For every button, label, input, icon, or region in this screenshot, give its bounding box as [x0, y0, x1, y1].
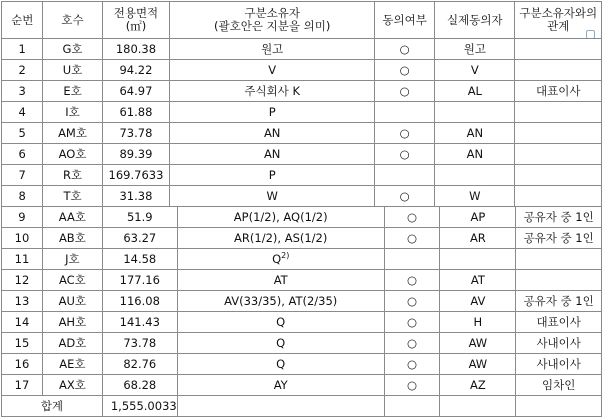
table-row	[2, 60, 602, 81]
header-relation	[515, 2, 602, 39]
table-row	[2, 333, 602, 354]
cell-seq: 17	[2, 375, 43, 396]
cell-seq: 12	[2, 270, 43, 291]
cell-owner	[170, 144, 375, 165]
cell-area: 73.78	[102, 333, 177, 354]
cell-seq: 16	[2, 354, 43, 375]
cell-actual	[435, 102, 515, 123]
cell-area: 141.43	[102, 312, 177, 333]
owner-text: Q	[276, 356, 286, 371]
table-row	[2, 123, 602, 144]
cell-area: 169.7633	[102, 165, 170, 186]
cell-seq: 4	[2, 102, 43, 123]
cell-unit: I호	[43, 102, 102, 123]
cell-seq: 3	[2, 81, 43, 102]
cell-owner	[170, 60, 375, 81]
cell-consent	[384, 249, 440, 270]
cell-relation	[516, 249, 602, 270]
owner-text: Q	[276, 314, 286, 329]
header-row	[2, 2, 602, 39]
cell-actual: AW	[440, 333, 516, 354]
table-row	[2, 228, 602, 249]
cell-actual: H	[440, 312, 516, 333]
cell-actual: AN	[435, 144, 515, 165]
cell-area: 82.76	[102, 354, 177, 375]
header-area	[102, 2, 170, 39]
cell-consent: ○	[375, 123, 435, 144]
cell-actual: 원고	[435, 39, 515, 60]
cell-area: 68.28	[102, 375, 177, 396]
cell-consent: ○	[375, 144, 435, 165]
table-row	[2, 291, 602, 312]
header-unit: 호수	[43, 2, 102, 39]
owner-text: 주식회사 K	[244, 83, 300, 98]
cell-unit: AU호	[42, 291, 102, 312]
cell-seq: 8	[2, 186, 43, 207]
cell-unit: AA호	[42, 207, 102, 228]
cell-owner	[170, 102, 375, 123]
table-row	[2, 249, 602, 270]
cell-consent: ○	[375, 60, 435, 81]
cell-relation	[515, 144, 602, 165]
cell-actual: AT	[440, 270, 516, 291]
cell-consent: ○	[384, 270, 440, 291]
owner-text: W	[266, 188, 278, 203]
cell-area: 89.39	[102, 144, 170, 165]
cell-actual: W	[435, 186, 515, 207]
header-owner-note: (괄호안은 지분을 의미)	[214, 19, 331, 33]
cell-area: 73.78	[102, 123, 170, 144]
cell-consent: ○	[384, 291, 440, 312]
cell-relation: 사내이사	[516, 354, 602, 375]
cell-consent: ○	[384, 312, 440, 333]
cell-unit: AE호	[42, 354, 102, 375]
cell-owner	[177, 333, 384, 354]
owner-text: P	[268, 167, 276, 182]
cell-area: 94.22	[102, 60, 170, 81]
cell-actual: AW	[440, 354, 516, 375]
cell-owner	[170, 186, 375, 207]
cell-consent	[375, 165, 435, 186]
total-row	[2, 396, 602, 417]
cell-seq: 14	[2, 312, 43, 333]
owner-text: P	[268, 104, 276, 119]
cell-unit: T호	[43, 186, 102, 207]
owner-text: 원고	[261, 41, 284, 56]
cell-consent: ○	[375, 81, 435, 102]
cell-seq: 6	[2, 144, 43, 165]
owner-text: AP(1/2), AQ(1/2)	[233, 209, 328, 224]
cell-consent: ○	[384, 354, 440, 375]
total-label: 합계	[2, 396, 103, 417]
cell-actual	[440, 249, 516, 270]
cell-owner	[177, 207, 384, 228]
table-row	[2, 144, 602, 165]
cell-owner	[177, 354, 384, 375]
cell-seq: 1	[2, 39, 43, 60]
cell-relation: 공유자 중 1인	[516, 207, 602, 228]
cell-owner	[170, 81, 375, 102]
table-row	[2, 312, 602, 333]
table-row	[2, 354, 602, 375]
cell-owner	[170, 39, 375, 60]
cell-area: 116.08	[102, 291, 177, 312]
total-empty-cell	[177, 396, 384, 417]
total-empty-cell	[516, 396, 602, 417]
table-row	[2, 207, 602, 228]
cell-actual: AN	[435, 123, 515, 144]
cell-unit: AH호	[42, 312, 102, 333]
cell-area: 61.88	[102, 102, 170, 123]
cell-consent: ○	[384, 333, 440, 354]
owner-text: AR(1/2), AS(1/2)	[234, 230, 328, 245]
header-area-unit: (㎡)	[125, 19, 147, 33]
total-empty-cell	[440, 396, 516, 417]
header-area-label: 전용면적	[113, 6, 159, 20]
cell-relation	[515, 60, 602, 81]
cell-area: 14.58	[102, 249, 177, 270]
cell-seq: 9	[2, 207, 43, 228]
cell-relation: 공유자 중 1인	[516, 228, 602, 249]
header-owner-label: 구분소유자	[244, 6, 300, 20]
cell-seq: 7	[2, 165, 43, 186]
cell-relation: 대표이사	[515, 81, 602, 102]
cell-relation: 사내이사	[516, 333, 602, 354]
corner-icon	[586, 30, 595, 39]
cell-seq: 2	[2, 60, 43, 81]
total-empty-cell	[384, 396, 440, 417]
table-row	[2, 186, 602, 207]
header-relation-label-2: 관계	[547, 19, 570, 33]
cell-area: 180.38	[102, 39, 170, 60]
cell-relation: 대표이사	[516, 312, 602, 333]
cell-owner	[177, 249, 384, 270]
cell-owner	[177, 228, 384, 249]
cell-owner	[177, 291, 384, 312]
cell-relation: 임차인	[516, 375, 602, 396]
table-row	[2, 270, 602, 291]
cell-unit: AB호	[42, 228, 102, 249]
table-row	[2, 102, 602, 123]
cell-owner	[177, 270, 384, 291]
header-consent: 동의여부	[375, 2, 435, 39]
cell-unit: AD호	[42, 333, 102, 354]
cell-consent: ○	[384, 375, 440, 396]
cell-actual: AL	[435, 81, 515, 102]
owner-text: AT	[273, 272, 288, 287]
cell-actual: AP	[440, 207, 516, 228]
cell-unit: AC호	[42, 270, 102, 291]
cell-unit: E호	[43, 81, 102, 102]
owner-text: Q	[272, 251, 282, 266]
table-row	[2, 165, 602, 186]
cell-relation: 공유자 중 1인	[516, 291, 602, 312]
header-actual: 실제동의자	[435, 2, 515, 39]
owner-text: AV(33/35), AT(2/35)	[224, 293, 338, 308]
cell-relation	[515, 123, 602, 144]
owner-text: AY	[273, 377, 288, 392]
cell-actual: AR	[440, 228, 516, 249]
cell-consent: ○	[384, 228, 440, 249]
total-area: 1,555.0033	[102, 396, 177, 417]
cell-owner	[170, 123, 375, 144]
cell-actual: V	[435, 60, 515, 81]
cell-area: 177.16	[102, 270, 177, 291]
cell-unit: AM호	[43, 123, 102, 144]
owner-text: AN	[263, 125, 281, 140]
cell-seq: 5	[2, 123, 43, 144]
ownership-table-top	[1, 1, 602, 207]
cell-consent: ○	[375, 186, 435, 207]
cell-unit: J호	[42, 249, 102, 270]
cell-seq: 11	[2, 249, 43, 270]
owner-text: Q	[276, 335, 286, 350]
header-owner	[170, 2, 375, 39]
cell-consent	[375, 102, 435, 123]
cell-unit: AO호	[43, 144, 102, 165]
header-relation-label: 구분소유자와의	[519, 6, 598, 20]
cell-unit: R호	[43, 165, 102, 186]
cell-seq: 15	[2, 333, 43, 354]
cell-relation	[515, 39, 602, 60]
cell-actual	[435, 165, 515, 186]
cell-unit: G호	[43, 39, 102, 60]
cell-relation	[516, 270, 602, 291]
cell-seq: 10	[2, 228, 43, 249]
cell-consent: ○	[375, 39, 435, 60]
cell-relation	[515, 102, 602, 123]
table-row	[2, 81, 602, 102]
cell-seq: 13	[2, 291, 43, 312]
cell-area: 64.97	[102, 81, 170, 102]
cell-consent: ○	[384, 207, 440, 228]
cell-actual: AZ	[440, 375, 516, 396]
ownership-table-bottom	[1, 206, 602, 417]
cell-area: 51.9	[102, 207, 177, 228]
cell-owner	[177, 375, 384, 396]
cell-area: 63.27	[102, 228, 177, 249]
cell-owner	[170, 165, 375, 186]
cell-unit: U호	[43, 60, 102, 81]
cell-relation	[515, 186, 602, 207]
cell-unit: AX호	[42, 375, 102, 396]
cell-relation	[515, 165, 602, 186]
cell-area: 31.38	[102, 186, 170, 207]
cell-owner	[177, 312, 384, 333]
table-row	[2, 39, 602, 60]
header-seq: 순번	[2, 2, 43, 39]
cell-actual: AV	[440, 291, 516, 312]
footnote-marker: 2)	[281, 250, 290, 260]
owner-text: V	[268, 62, 277, 77]
owner-text: AN	[263, 146, 281, 161]
table-row	[2, 375, 602, 396]
